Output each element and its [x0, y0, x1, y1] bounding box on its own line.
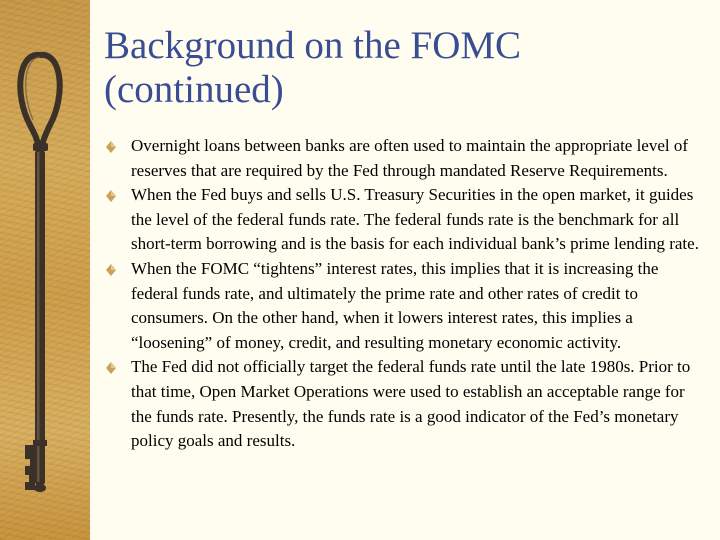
slide-title	[104, 24, 704, 112]
diamond-bullet-icon	[106, 190, 116, 202]
bullet-text: When the Fed buys and sells U.S. Treasury Securities in the open market, it guides the level of the federal funds rate. The federal funds rate is the benchmark for all short-term borrowing and is the basis for each individual bank’s prime lending rate.	[131, 185, 699, 254]
list-item	[106, 355, 706, 453]
diamond-bullet-icon	[106, 141, 116, 153]
diamond-bullet-icon	[106, 362, 116, 374]
title-line-2: (continued)	[104, 68, 284, 111]
title-line-1: Background on the FOMC	[104, 24, 522, 67]
bullet-text: The Fed did not officially target the federal funds rate until the late 1980s. Prior to that time, Open Market Operations were used to establish an acceptable range for the funds rate. Presently, the funds rate is a good indicator of the Fed’s monetary policy goals and results.	[131, 357, 691, 451]
antique-key-icon	[0, 0, 90, 540]
bullet-list	[106, 134, 706, 454]
bullet-text: When the FOMC “tightens” interest rates, this implies that it is increasing the federal funds rate, and ultimately the prime rate and other rates of credit to consumers. On the other hand, when it lowers interest rates, this implies a “loosening” of money, credit, and resulting monetary economic activity.	[131, 258, 659, 352]
list-item	[106, 257, 706, 355]
decorative-sidebar	[0, 0, 90, 540]
list-item	[106, 183, 706, 257]
bullet-text: Overnight loans between banks are often used to maintain the appropriate level of reserves that are required by the Fed through mandated Reserve Requirements.	[131, 136, 689, 180]
list-item	[106, 134, 706, 183]
diamond-bullet-icon	[106, 264, 116, 276]
